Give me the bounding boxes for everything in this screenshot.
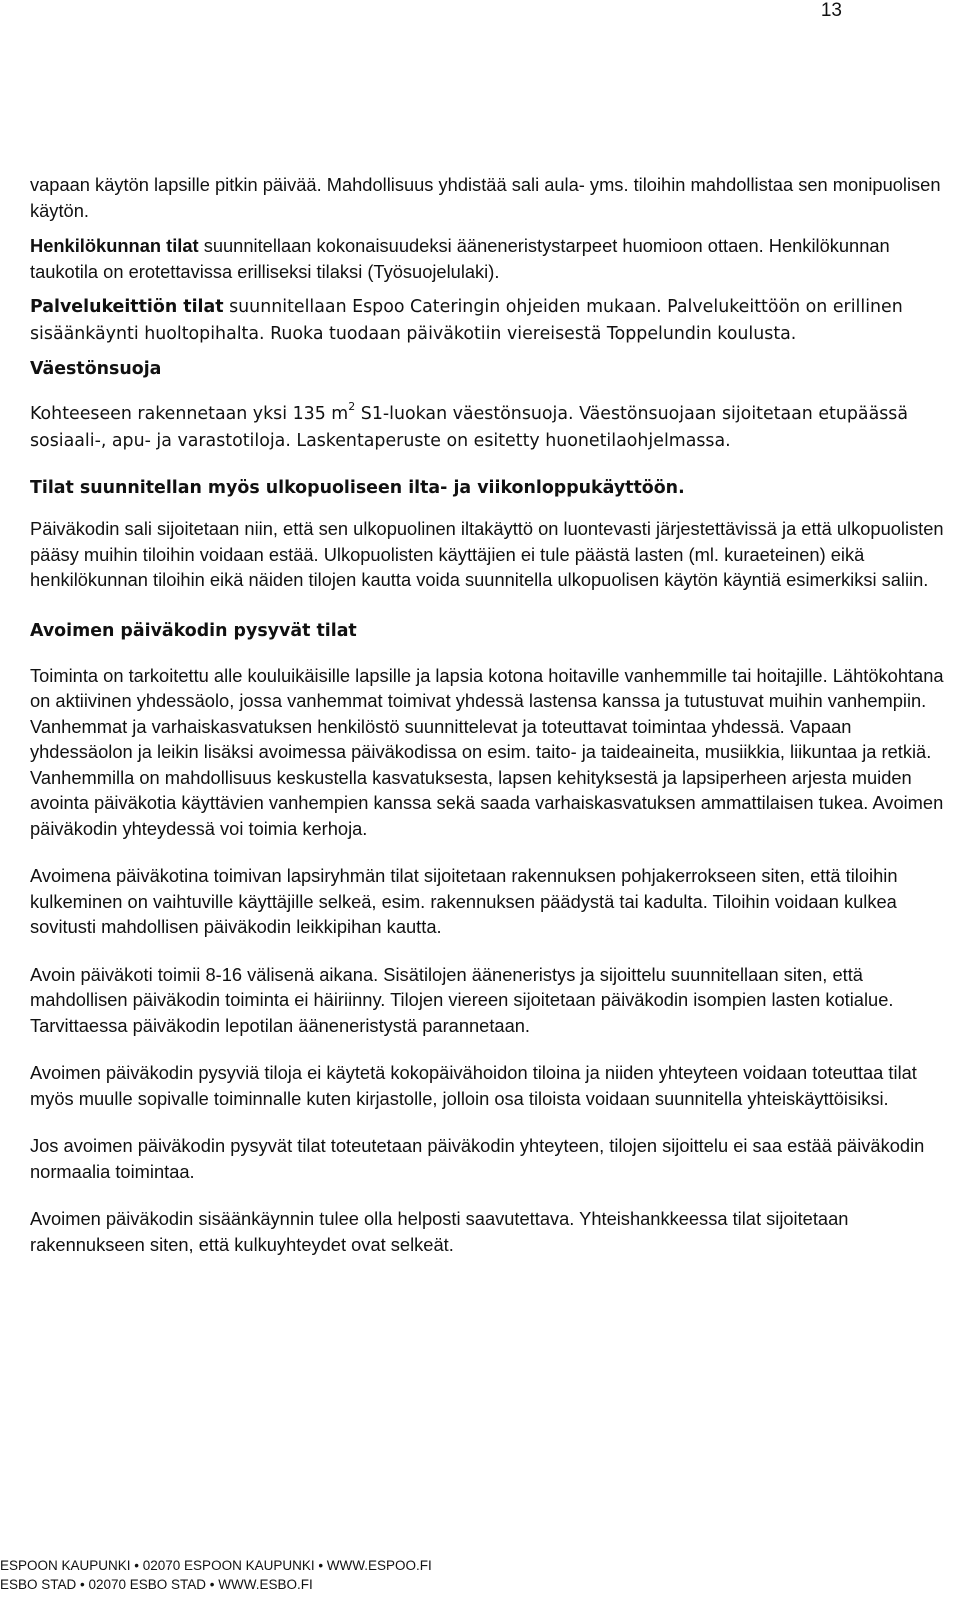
paragraph-avoin-aukiolo: Avoin päiväkoti toimii 8-16 välisenä aikana. Sisätilojen ääneneristys ja sijoittelu suunnitellaan siten, että mahdollisen päiväkodin toiminta ei häiriinny. Tilojen viereen sijoitetaan päiväkodin isompien lasten kotialue. Tarvittaessa päiväkodin lepotilan ääneneristystä parannetaan. [30,963,894,1036]
paragraph-vaestonsuoja: Kohteeseen rakennetaan yksi 135 $m^2$ S1-luokan väestönsuoja. Väestönsuojaan sijoitetaan etupäässä sosiaali-, apu- ja varastotiloja. Laskentaperuste on esitetty huonetilaohjelmassa. [30,400,909,451]
heading-vaestonsuoja: Väestönsuoja [30,359,162,379]
footer-esbo: ESBO STAD • 02070 ESBO STAD • WWW.ESBO.FI [0,1577,313,1592]
heading-avoin-paivakoti: Avoimen päiväkodin pysyvät tilat [30,620,357,641]
paragraph-avoin-pysyvat-tilat: Avoimen päiväkodin pysyviä tiloja ei käytetä kokopäivähoidon tiloina ja niiden yhteyteen voidaan toteuttaa tilat myös muulle sopivalle toiminnalle kuten kirjastolle, jolloin osa tiloista voidaan suunnitella yhteiskäyttöisiksi. [30,1062,917,1109]
term-palvelukeittion-tilat: Palvelukeittiön tilat [30,297,224,317]
footer-espoo: ESPOON KAUPUNKI • 02070 ESPOON KAUPUNKI • WWW.ESPOO.FI [0,1558,432,1573]
paragraph-sali-iltakaytto: Päiväkodin sali sijoitetaan niin, että sen ulkopuolinen iltakäyttö on luontevasti järjestettävissä ja että ulkopuolisten pääsy muihin tiloihin voidaan estää. Ulkopuolisten käyttäjien ei tule päästä lasten (ml. kuraeteinen) eikä henkilökunnan tiloihin eikä näiden tilojen kautta voida suunnitella ulkopuolisen käytön käyntiä esimerkiksi saliin. [30,518,944,590]
document-body [30,172,945,1267]
page-number: 13 [820,0,842,21]
term-henkilokunnan-tilat: Henkilökunnan tilat [30,235,199,256]
superscript-squared: 2 [348,400,356,414]
paragraph-avoin-yhteys: Jos avoimen päiväkodin pysyvät tilat toteutetaan päiväkodin yhteyteen, tilojen sijoittelu ei saa estää päiväkodin normaalia toimintaa. [30,1135,925,1182]
paragraph-henkilokunnan-tilat: Henkilökunnan tilat suunnitellaan kokonaisuudeksi ääneneristystarpeet huomioon ottaen. Henkilökunnan taukotila on erotettavissa erilliseksi tilaksi (Työsuojelulaki). [30,235,890,282]
paragraph-avoin-sijoitus: Avoimena päiväkotina toimivan lapsiryhmän tilat sijoitetaan rakennuksen pohjakerrokseen siten, että tiloihin kulkeminen on vaihtuville käyttäjille selkeä, esim. rakennuksen päädystä tai kadulta. Tiloihin voidaan kulkea sovitusti mahdollisen päiväkodin leikkipihan kautta. [30,865,898,937]
page-footer [0,1556,432,1594]
heading-ulkopuolinen-kaytto: Tilat suunnitellan myös ulkopuoliseen ilta- ja viikonloppukäyttöön. [30,478,685,498]
paragraph-palvelukeittio: Palvelukeittiön tilat suunnitellaan Espoo Cateringin ohjeiden mukaan. Palvelukeittöön on erillinen sisäänkäynti huoltopihalta. Ruoka tuodaan päiväkotiin viereisestä Toppelundin koulusta. [30,297,903,344]
paragraph-avoin-sisaankaynti: Avoimen päiväkodin sisäänkäynnin tulee olla helposti saavutettava. Yhteishankkeessa tilat sijoitetaan rakennukseen siten, että kulkuyhteydet ovat selkeät. [30,1208,849,1255]
paragraph-avoin-toiminta: Toiminta on tarkoitettu alle kouluikäisille lapsille ja lapsia kotona hoitaville vanhemmille tai hoitajille. Lähtökohtana on aktiivinen yhdessäolo, jossa vanhemmat toimivat yhdessä lastensa kanssa ja tutustuvat muihin vanhempiin. Vanhemmat ja varhaiskasvatuksen henkilöstö suunnittelevat ja toteuttavat toimintaa yhdessä. Vapaan yhdessäolon ja leikin lisäksi avoimessa päiväkodissa on esim. taito- ja taideaineita, musiikkia, liikuntaa ja retkiä. Vanhemmilla on mahdollisuus keskustella kasvatuksesta, lapsen kehityksestä ja lapsiperheen arjesta muiden avointa päiväkotia käyttävien vanhempien kanssa sekä saada varhaiskasvatuksen ammattilaisen tukea. Avoimen päiväkodin yhteydessä voi toimia kerhoja. [30,664,944,839]
paragraph-sali-kaytto: vapaan käytön lapsille pitkin päivää. Mahdollisuus yhdistää sali aula- yms. tiloihin mahdollistaa sen monipuolisen käytön. [30,174,941,221]
